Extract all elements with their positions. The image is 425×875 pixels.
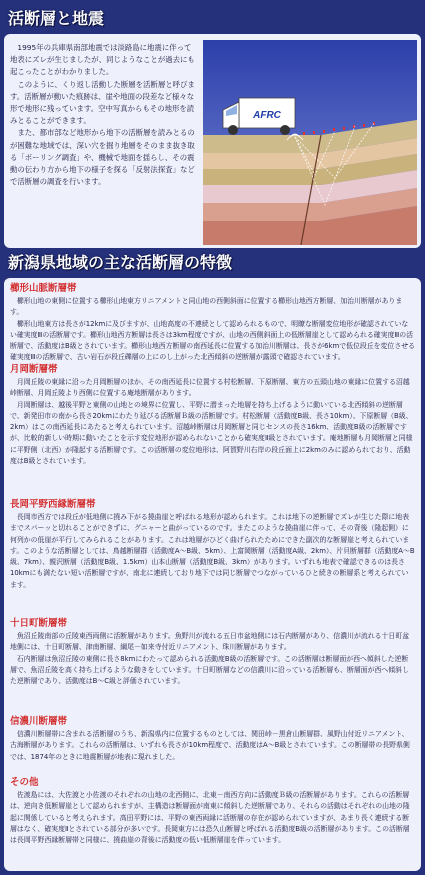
section-heading: 十日町断層帯	[10, 618, 68, 629]
section-heading: 長岡平野西縁断層帯	[10, 499, 96, 510]
section-others	[10, 776, 415, 846]
section-heading: 月岡断層帯	[10, 364, 58, 375]
seismic-survey-diagram	[203, 40, 417, 245]
section-shinanogawa	[10, 715, 415, 763]
section-paragraph: 月岡断層は、越後平野と東側の山地との境界に位置し、平野に潜まった地層を持ち上げるように動いている北西傾斜の逆断層で、新発田市の南から長さ20kmにわたり延びる活断層Ｂ級の活断層です。村松断層（活動度B級、長さ10km）、下原断層（B級、2km）はこの南西延長にあたると考えられています。沼越峠断層は月岡断層と同じセンスの長さ16km、活動度B級の活断層ですが、比較的新しい時期に動いたことを示す変位地形が認められないことから確実度Ⅱ級とされています。庵地断層も月岡断層と同様に平野側（北西）が隆起する活断層です。この活断層の変位地形は、阿賀野川右岸の段丘面上に2kmのみに認められており、活動度はB級とされています。	[10, 400, 413, 466]
section-paragraph: 石内断層は魚沼丘陵の東側に長さ8kmにわたって認められる活動度B級の活断層です。この活断層は断層面が西へ傾斜した逆断層で、魚沼丘陵を高く持ち上げるような動きをしています。十日町断層などの信濃川に沿っている活断層も、断層面が西へ傾斜した逆断層であり、活動度はB〜C級と評価されています。	[10, 654, 409, 686]
section-paragraph: 佐渡島には、大佐渡と小佐渡のそれぞれの山地の北西側に、北東－南西方向に活動度Ｂ級の活断層があります。これらの活断層は、逆向き低断層崖として認められますが、主構造は断層面が南東に傾斜した逆断層であり、それらの活動はそれぞれの山地の隆起に関係していると考えられます。高田平野には、平野の東西両縁に活断層の存在が認められていますが、あまり長く連続する断層はなく、確実度Ⅱとされている部分が多いです。長岡東方には恐久山断層と呼ばれる活動度B級の活断層があります。この活断層は長岡平野西縁断層帯と同様に、撓曲崖の背後に活動度の低い低断層崖を伴っています。	[10, 791, 410, 845]
section-kushigata	[10, 282, 415, 364]
intro-text	[10, 42, 198, 188]
section-nagaoka-plain-west	[10, 498, 415, 591]
intro-paragraph: また、都市部など地形から地下の活断層を読みとるのが困難な地域では、深い穴を掘り地層をそのまま抜き取る「ボーリング調査」や、機械で地面を揺らし、その震動の伝わり方から地下の様子を探る「反射法探査」などで活断層の調査を行います。	[10, 128, 195, 187]
section-tokamachi	[10, 617, 415, 687]
section-paragraph: 長岡市西方では段丘が低地側に撓み下がる撓曲崖と呼ばれる地形が認められます。これは地下の逆断層でズレが生じた際に地表までスパーッと切れることができずに、グニャーと曲がっているのです。またこのような撓曲崖に伴って、その背後（隆起側）に何列かの低崖が平行してみられることがあります。これは地層がひどく曲げられたためにできた副次的な断層崖と考えられています。このような活断層としては、鳥越断層群（活動度A〜B級、5km）、上富岡断層（活動度A級、2km）、片貝断層群（活動度A〜B級、7km）、親沢断層（活動度B級、1.5km）山本山断層（活動度B級、3km）があります。いずれも地表で確認できるのは長さ10kmにも満たない短い活断層ですが、南北に連続しており地下では同じ断層でつながっているひと続きの断層系と考えられています。	[10, 513, 415, 589]
section-paragraph: 魚沼丘陵南部の丘陵東西両側に活断層があります。魚野川が流れる五日市盆地側には石内断層があり、信濃川が流れる十日町盆地側には、十日町断層、津南断層、綱尾－如来寺付近リニアメント、珠川断層があります。	[10, 632, 410, 652]
section-heading: 櫛形山脈断層帯	[10, 283, 77, 294]
intro-paragraph: 1995年の兵庫県南部地震では淡路島に地震に伴って地表にズレが生じましたが、同じようなことが過去にも起こったことがわかりました。	[10, 43, 195, 77]
section-paragraph: 月岡丘陵の東縁に沿った月岡断層のほか、その南西延長に位置する村松断層、下原断層、東方の五頭山地の東縁に位置する沼越峠断層、月岡丘陵より西側に位置する庵地断層があります。	[10, 378, 410, 398]
intro-paragraph: このように、くり返し活動した断層を活断層と呼びます。活断層が動いた痕跡は、崖や地面の段差など様々な形で地形に残っています。空中写真からもその地形を読みとることができます。	[10, 79, 195, 126]
section-paragraph: 櫛形山地の東側に位置する櫛形山地東方リニアメントと同山地の西側斜面に位置する櫛形山地西方断層、加治川断層があります。	[10, 297, 403, 317]
section-title-niigata-faults: 新潟県地域の主な活断層の特徴	[8, 253, 233, 272]
section-paragraph: 櫛形山地東方は長さが12kmに及びますが、山地高度の不連続として認められるもので、明瞭な断層変位地形が確認されていない確実度Ⅲの活断層です。櫛形山地西方断層は長さは3km程度ですが、山地の西側斜面上の低断層崖として認められる確実度Ⅲの活断層で、活動度はB級とされています。櫛形山地西方断層の南西延長に位置する加治川断層は、長さが6kmで低位段丘を変位させる確実度Ⅲの活断層で、古い岩石が段丘礫層の上にのし上がった北西傾斜の逆断層が露頭で確認されています。	[10, 319, 415, 362]
truck-label: AFRC	[253, 110, 281, 121]
section-title-active-faults: 活断層と地震	[8, 9, 105, 28]
section-heading: 信濃川断層帯	[10, 716, 68, 727]
section-heading: その他	[10, 777, 39, 788]
section-paragraph: 信濃川断層帯に含まれる活断層のうち、新潟県内に位置するものとしては、関田峠－黒倉山断層群、風野山付近リニアメント、古海断層があります。これらの活断層は、いずれも長さが10km程度で、活動度はA〜B級とされています。この断層帯の長野県側では、1874年のときに地震断層が地表に現れました。	[10, 730, 410, 761]
section-tsukioka	[10, 363, 415, 467]
